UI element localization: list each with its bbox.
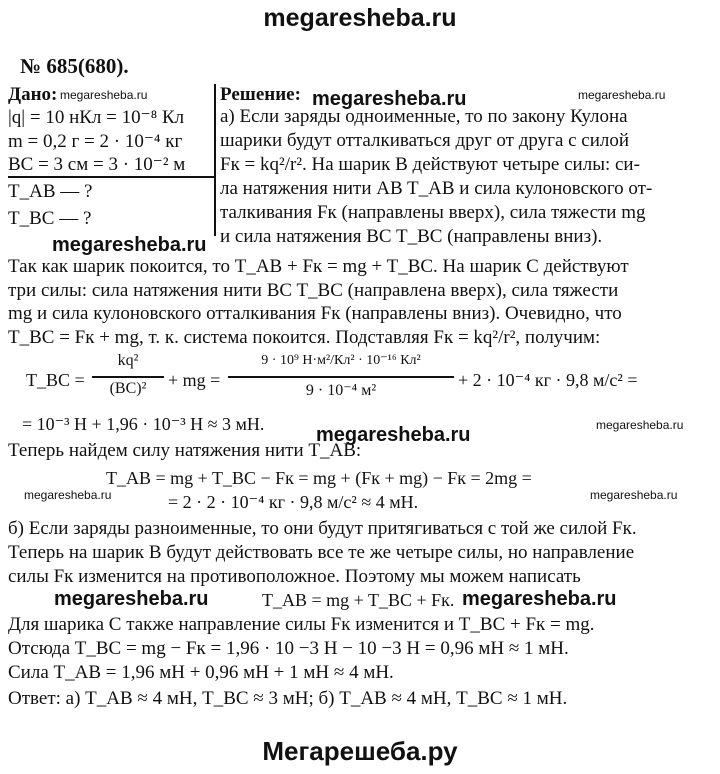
formula2-line1: T_AB = mg + T_BC − Fк = mg + (Fк + mg) − Fк = 2mg = (106, 468, 532, 488)
given-title: Дано: (8, 84, 58, 105)
solution-title: Решение: (220, 84, 301, 105)
watermark-4: megaresheba.ru (52, 234, 207, 256)
formula1-rest: + 2 · 10⁻⁴ кг · 9,8 м/с² = (458, 370, 638, 390)
body-p4-line-3: Сила T_AB = 1,96 мН + 0,96 мН + 1 мН ≈ 4 мН. (8, 662, 394, 683)
watermark-top: megaresheba.ru (263, 4, 457, 32)
problem-number: № 685(680). (20, 54, 129, 78)
watermark-1: megaresheba.ru (312, 88, 467, 110)
given-vertical-divider (214, 84, 216, 236)
watermark-7: megaresheba.ru (24, 488, 112, 502)
body-p2: Теперь найдем силу натяжения нити T_AB: (8, 440, 362, 461)
solution-line-4: ла натяжения нити AB T_AB и сила кулоновского от- (220, 178, 653, 199)
formula1-bar2 (228, 376, 454, 378)
watermark-2: megaresheba.ru (60, 88, 148, 102)
body-p4-line-2: Отсюда T_BC = mg − Fк = 1,96 · 10 −3 Н − 10 −3 Н = 0,96 мН ≈ 1 мН. (8, 638, 569, 659)
given-divider (8, 176, 214, 178)
formula3: T_AB = mg + T_BC + Fк. (262, 590, 455, 610)
body-p1-line-1: Так как шарик покоится, то T_AB + Fк = mg + T_BC. На шарик С действуют (8, 256, 629, 277)
watermark-bottom: Мегарешеба.ру (262, 736, 458, 766)
solution-line-3: Fк = kq²/r². На шарик B действуют четыре силы: си- (220, 154, 640, 175)
formula1-mid1: + mg = (168, 370, 221, 390)
body-p1-line-2: три силы: сила натяжения нити BC T_BC (направлена вверх), сила тяжести (8, 280, 619, 301)
watermark-3: megaresheba.ru (578, 88, 666, 102)
body-p3-line-1: б) Если заряды разноименные, то они будут притягиваться с той же силой Fк. (8, 518, 637, 539)
formula1-num1: kq² (117, 352, 139, 369)
given-line-3: BC = 3 см = 3 · 10⁻² м (8, 154, 186, 175)
solution-line-2: шарики будут отталкиваться друг от друга с силой (220, 130, 630, 151)
formula1-den1: (BC)² (109, 380, 147, 397)
solution-line-5: талкивания Fк (направлены вверх), сила тяжести mg (220, 202, 646, 223)
body-p3-line-3: силы Fк изменится на противоположное. Поэтому мы можем написать (8, 566, 581, 587)
solution-line-6: и сила натяжения BC T_BC (направлены вниз). (220, 226, 603, 247)
formula1-bar1 (92, 376, 164, 378)
watermark-9: megaresheba.ru (54, 588, 209, 610)
formula1-line2: = 10⁻³ Н + 1,96 · 10⁻³ Н ≈ 3 мН. (22, 414, 265, 434)
body-p4-line-1: Для шарика C также направление силы Fк изменится и T_BC + Fк = mg. (8, 614, 595, 635)
answer-line: Ответ: а) T_AB ≈ 4 мН, T_BC ≈ 3 мН; б) T_AB ≈ 4 мН, T_BC ≈ 1 мН. (8, 688, 568, 709)
formula1-lhs: T_BC = (26, 370, 85, 390)
given-line-2: m = 0,2 г = 2 · 10⁻⁴ кг (8, 131, 183, 152)
watermark-6: megaresheba.ru (596, 418, 684, 432)
body-p1-line-3: mg и сила кулоновского отталкивания Fк (направлены вниз). Очевидно, что (8, 303, 622, 324)
formula2-line2: = 2 · 2 · 10⁻⁴ кг · 9,8 м/с² ≈ 4 мН. (168, 492, 419, 512)
unknown-2: T_BC — ? (8, 208, 92, 229)
given-line-1: |q| = 10 нКл = 10⁻⁸ Кл (8, 107, 185, 128)
unknown-1: T_AB — ? (8, 181, 93, 202)
watermark-10: megaresheba.ru (462, 588, 617, 610)
formula1-num2: 9 · 10⁹ Н·м²/Кл² · 10⁻¹⁶ Кл² (261, 353, 421, 368)
formula1-den2: 9 · 10⁻⁴ м² (305, 382, 377, 399)
body-p1-line-4: T_BC = Fк + mg, т. к. система покоится. Подставляя Fк = kq²/r², получим: (8, 327, 601, 348)
watermark-5: megaresheba.ru (316, 424, 471, 446)
solution-line-1: а) Если заряды одноименные, то по закону Кулона (220, 106, 628, 127)
watermark-8: megaresheba.ru (590, 488, 678, 502)
body-p3-line-2: Теперь на шарик B будут действовать все те же четыре силы, но направление (8, 542, 635, 563)
